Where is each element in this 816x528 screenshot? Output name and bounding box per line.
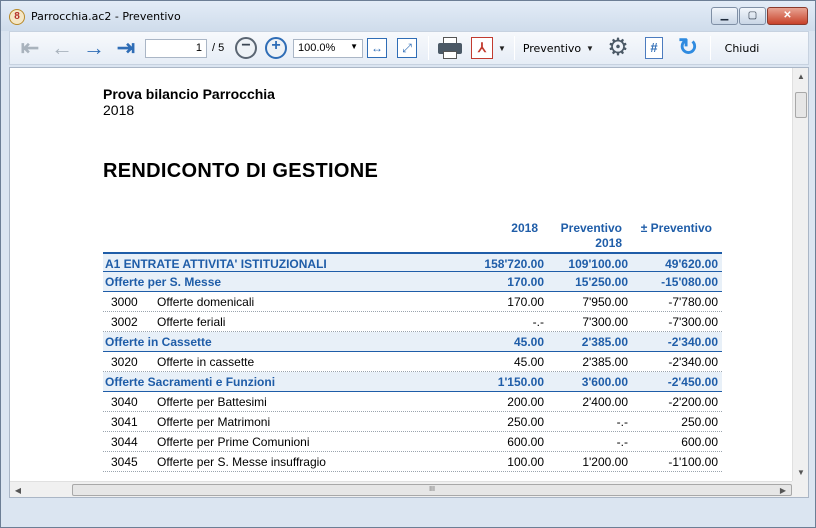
value-difference: -2'450.00	[667, 375, 718, 389]
account-code: 3000	[111, 295, 138, 309]
gear-icon[interactable]: ⚙	[607, 34, 629, 61]
value-preventivo: 3'600.00	[581, 375, 628, 389]
table-row	[103, 312, 722, 332]
account-description: Offerte feriali	[157, 315, 226, 329]
numbering-button[interactable]	[642, 36, 666, 60]
scroll-right-icon[interactable]: ▶	[779, 486, 787, 495]
printer-icon	[437, 37, 463, 59]
fit-page-icon: ⤢	[397, 38, 417, 58]
value-preventivo: 2'385.00	[581, 335, 628, 349]
account-code: 3040	[111, 395, 138, 409]
status-bar	[1, 501, 815, 527]
table-row	[103, 452, 722, 472]
zoom-select[interactable]	[293, 39, 363, 58]
account-description: Offerte per Battesimi	[157, 395, 267, 409]
document-viewport[interactable]	[9, 67, 809, 498]
table-row	[103, 392, 722, 412]
table-row	[103, 292, 722, 312]
account-description: Offerte in cassette	[157, 355, 255, 369]
chevron-down-icon: ▼	[350, 42, 358, 51]
title-bar[interactable]	[1, 1, 815, 31]
pdf-icon: ⅄	[471, 37, 493, 59]
toolbar-separator	[428, 36, 429, 60]
value-difference: 600.00	[681, 435, 718, 449]
window-title: Parrocchia.ac2 - Preventivo	[31, 10, 181, 23]
app-logo-icon[interactable]: 8	[9, 9, 25, 25]
value-preventivo: -.-	[616, 415, 628, 429]
scroll-down-icon[interactable]: ▼	[797, 468, 805, 477]
value-difference: -1'100.00	[668, 455, 718, 469]
value-2018: 45.00	[513, 335, 544, 349]
table-row	[103, 352, 722, 372]
toolbar-separator	[710, 36, 711, 60]
column-header-difference: ± Preventivo	[640, 221, 712, 235]
refresh-icon[interactable]: ↻	[677, 34, 699, 61]
first-page-icon[interactable]: ⇤	[20, 35, 40, 60]
close-window-button[interactable]: ✕	[767, 7, 808, 25]
value-preventivo: 109'100.00	[568, 257, 628, 271]
toolbar-separator	[514, 36, 515, 60]
report-table	[103, 252, 722, 472]
value-2018: 170.00	[507, 275, 544, 289]
value-2018: 170.00	[507, 295, 544, 309]
report-title: Prova bilancio Parrocchia	[103, 86, 275, 102]
toolbar	[9, 31, 809, 65]
table-row	[103, 432, 722, 452]
value-difference: -7'780.00	[668, 295, 718, 309]
value-2018: -.-	[532, 315, 544, 329]
account-code: 3044	[111, 435, 138, 449]
account-description: Offerte per Matrimoni	[157, 415, 271, 429]
account-description: Offerte per S. Messe insuffragio	[157, 455, 326, 469]
value-preventivo: 15'250.00	[575, 275, 628, 289]
export-dropdown-icon[interactable]: ▼	[498, 43, 506, 53]
fit-page-button[interactable]	[396, 36, 418, 60]
last-page-icon[interactable]: ⇥	[116, 35, 136, 60]
value-difference: 49'620.00	[665, 257, 718, 271]
value-difference: -7'300.00	[668, 315, 718, 329]
zoom-in-icon: +	[265, 37, 287, 59]
column-header-preventivo: Preventivo 2018	[560, 221, 622, 250]
page-total-label: / 5	[212, 42, 225, 54]
print-button[interactable]	[436, 36, 464, 60]
value-2018: 600.00	[507, 435, 544, 449]
value-2018: 250.00	[507, 415, 544, 429]
column-header-2018: 2018	[511, 221, 538, 235]
group-row	[103, 272, 722, 292]
report-year: 2018	[103, 102, 135, 118]
group-title: Offerte per S. Messe	[105, 275, 222, 289]
account-description: Offerte domenicali	[157, 295, 255, 309]
value-2018: 45.00	[513, 355, 544, 369]
fit-width-button[interactable]	[366, 36, 388, 60]
value-difference: -15'080.00	[661, 275, 718, 289]
maximize-button[interactable]: ▢	[739, 7, 766, 25]
value-2018: 1'150.00	[497, 375, 544, 389]
group-row	[103, 252, 722, 272]
account-description: Offerte per Prime Comunioni	[157, 435, 310, 449]
account-code: 3020	[111, 355, 138, 369]
account-code: 3041	[111, 415, 138, 429]
horizontal-scrollbar[interactable]	[10, 481, 792, 498]
report-select-label: Preventivo	[522, 41, 582, 55]
report-page	[10, 68, 792, 481]
group-row	[103, 372, 722, 392]
zoom-out-button[interactable]	[234, 36, 258, 60]
horizontal-scroll-thumb[interactable]: III	[72, 484, 792, 496]
value-difference: -2'200.00	[668, 395, 718, 409]
value-preventivo: 7'950.00	[582, 295, 628, 309]
value-preventivo: 2'400.00	[582, 395, 628, 409]
value-difference: 250.00	[681, 415, 718, 429]
report-dropdown-icon[interactable]: ▼	[586, 43, 594, 53]
value-2018: 158'720.00	[484, 257, 544, 271]
group-title: A1 ENTRATE ATTIVITA' ISTITUZIONALI	[105, 257, 327, 271]
zoom-value: 100.0%	[298, 42, 336, 54]
vertical-scroll-thumb[interactable]	[795, 92, 807, 118]
group-title: Offerte in Cassette	[105, 335, 212, 349]
vertical-scrollbar[interactable]	[792, 68, 809, 481]
zoom-in-button[interactable]	[264, 36, 288, 60]
export-pdf-button[interactable]	[470, 36, 494, 60]
report-select-button[interactable]	[522, 36, 582, 60]
group-row	[103, 332, 722, 352]
scroll-left-icon[interactable]: ◀	[14, 486, 22, 495]
value-preventivo: 1'200.00	[582, 455, 628, 469]
scrollbar-corner	[792, 481, 809, 498]
report-heading: RENDICONTO DI GESTIONE	[103, 160, 379, 182]
hash-icon: #	[645, 37, 663, 59]
close-button-label: Chiudi	[724, 41, 760, 55]
zoom-out-icon: −	[235, 37, 257, 59]
scroll-up-icon[interactable]: ▲	[797, 72, 805, 81]
value-preventivo: -.-	[616, 435, 628, 449]
value-preventivo: 2'385.00	[582, 355, 628, 369]
minimize-button[interactable]: ▁	[711, 7, 738, 25]
table-row	[103, 412, 722, 432]
page-number-input[interactable]: 1	[145, 39, 207, 58]
account-code: 3045	[111, 455, 138, 469]
account-code: 3002	[111, 315, 138, 329]
fit-width-icon: ↔	[367, 38, 387, 58]
value-preventivo: 7'300.00	[582, 315, 628, 329]
next-page-icon[interactable]: →	[83, 35, 105, 60]
previous-page-icon[interactable]: ←	[51, 35, 73, 60]
value-2018: 100.00	[507, 455, 544, 469]
value-difference: -2'340.00	[668, 355, 718, 369]
value-difference: -2'340.00	[667, 335, 718, 349]
value-2018: 200.00	[507, 395, 544, 409]
close-button[interactable]	[720, 36, 764, 60]
group-title: Offerte Sacramenti e Funzioni	[105, 375, 276, 389]
